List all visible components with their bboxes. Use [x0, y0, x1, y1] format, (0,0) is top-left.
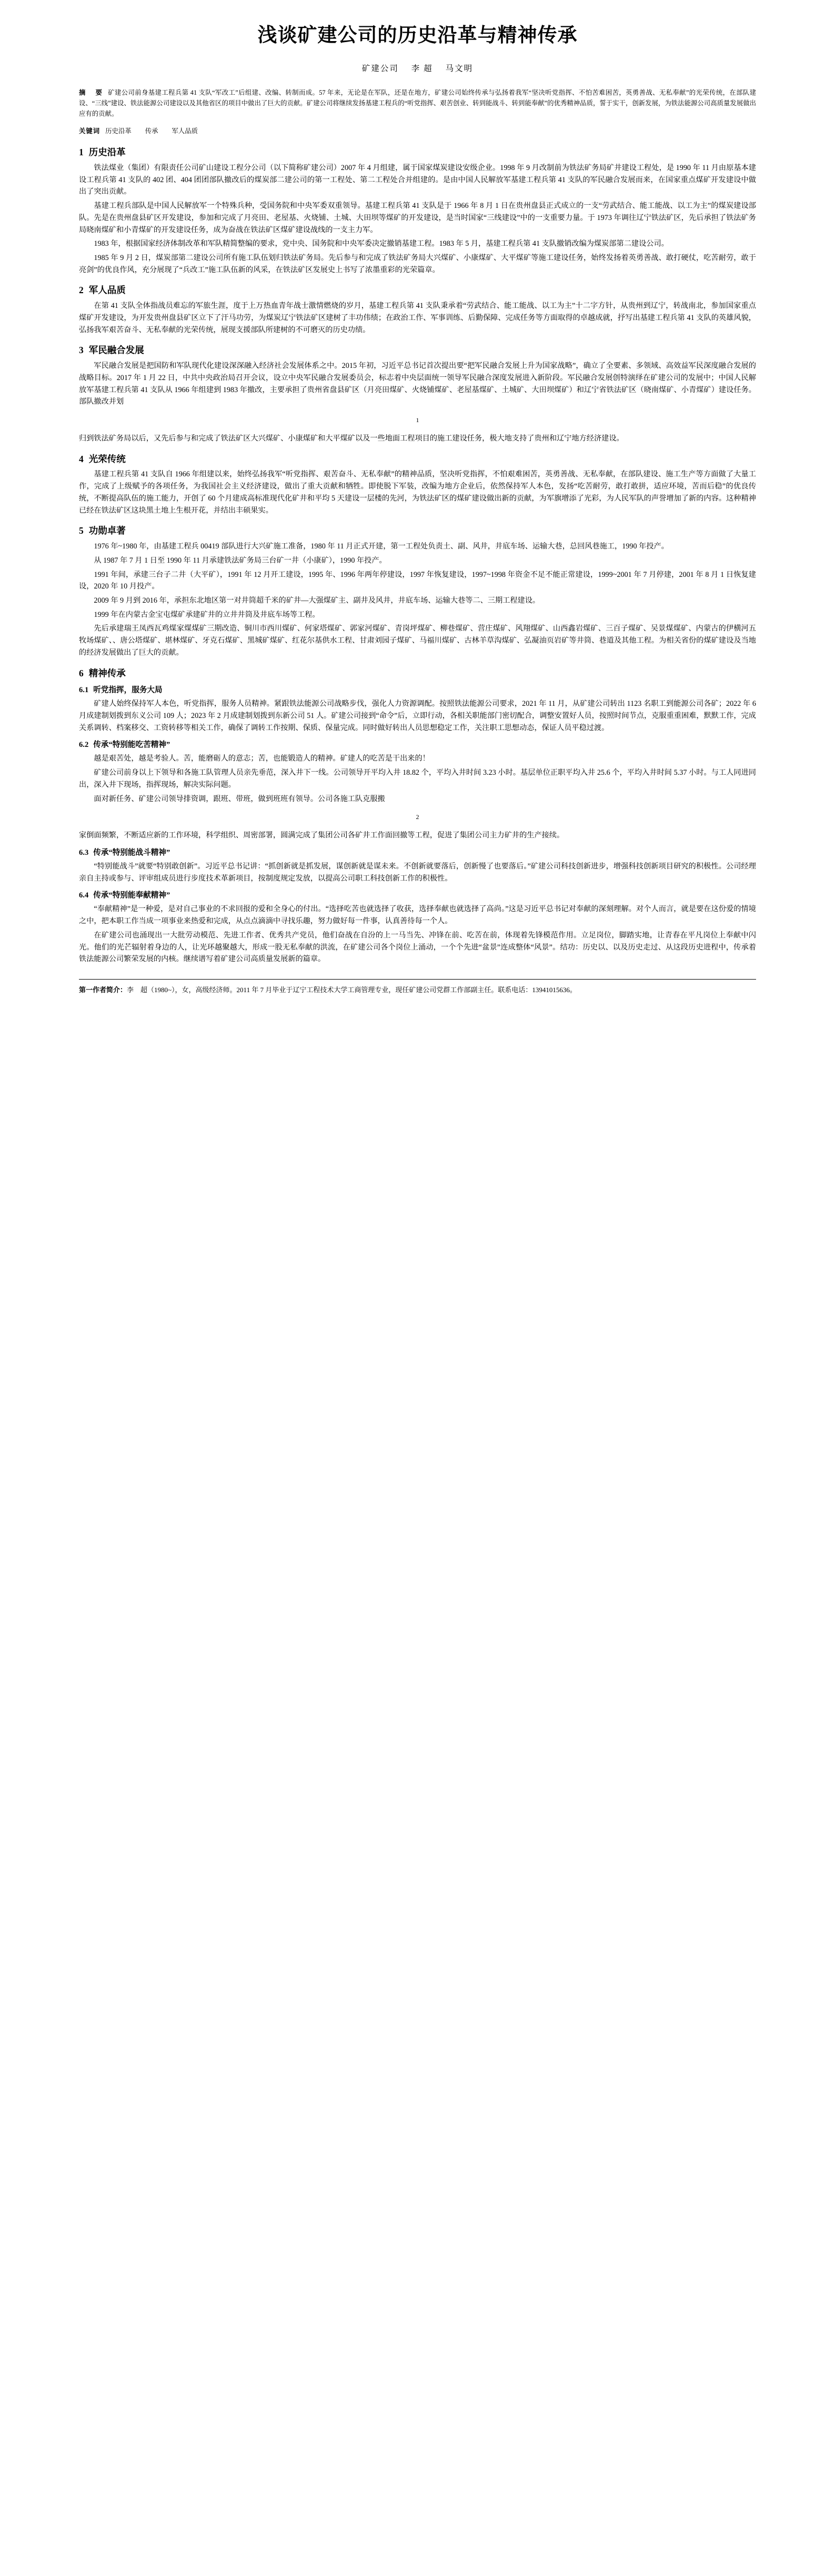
abstract [79, 87, 756, 119]
author-name-1: 李 超 [411, 64, 433, 74]
section-title-5: 功勋卓著 [88, 525, 126, 536]
section-title-2: 军人品质 [88, 285, 126, 296]
author-line [79, 62, 756, 74]
keywords [79, 126, 756, 137]
subsection-heading-6-4 [79, 891, 756, 901]
section-title-1: 历史沿革 [88, 147, 126, 158]
keyword-2: 传承 [145, 127, 158, 135]
section-heading-3 [79, 344, 756, 356]
footnote-text: 李 超（1980~），女，高级经济师。2011 年 7 月毕业于辽宁工程技术大学工商管理专业，现任矿建公司党群工作部副主任。联系电话：13941015636。 [127, 985, 577, 994]
paragraph: 基建工程兵部队是中国人民解放军一个特殊兵种，受国务院和中央军委双重领导。基建工程兵第 41 支队是于 1966 年 8 月 1 日在贵州盘县正式成立的一支“劳武结合、能工能战、以工为主”的煤炭建设部队。先是在贵州盘县矿区开发建设，参加和完成了月亮田、老屋基、火烧铺、土城、大田坝等煤矿的开发建设，是当时国家“三线建设”中的一支重要力量。于 1973 年调往辽宁铁法矿区，先后承担了铁法矿务局晓南煤矿和小青煤矿的开发建设任务，成为奋战在铁法矿区煤矿建设战线的一支主力军。 [79, 202, 756, 234]
page-number-1: 1 [416, 416, 419, 424]
section-title-4: 光荣传统 [88, 453, 126, 464]
paragraph: 1976 年~1980 年，由基建工程兵 00419 部队进行大兴矿施工准备，1980 年 11 月正式开建，第一工程处负责土、副、风井，井底车场、运输大巷，总回风巷施工，1990 年投产。 [94, 542, 669, 551]
section-heading-1 [79, 146, 756, 158]
paragraph: 1991 年间，承建三台子二井（大平矿），1991 年 12 月开工建设，1995 年、1996 年两年停建设，1997 年恢复建设，1997~1998 年资金不足不能正常建设，1999~2001 年 7 月停建，2001 年 8 月 1 日恢复建设，2020 年 10 月投产。 [79, 570, 756, 591]
subsection-title-6-4: 传承“特别能奉献精神” [93, 891, 170, 900]
section-number-4: 4 [79, 453, 84, 464]
paragraph: 家倒面频繁，不断适应新的工作环境，科学组织、周密部署，圆满完成了集团公司各矿井工作面回撤等工程，促进了集团公司主力矿井的生产接续。 [79, 831, 565, 840]
paragraph: 先后承建瑞王凤西瓦鸡煤家煤煤矿三期改造、铜川市西川煤矿、何家塔煤矿、郭家河煤矿、青岗坪煤矿、柳巷煤矿、营庄煤矿、风翔煤矿、山西鑫岩煤矿、三百子煤矿、吴景煤煤矿、内蒙古的伊横河五牧场煤矿、、唐公塔煤矿、堪林煤矿、牙克石煤矿、黑城矿煤矿、红花尔基供水工程、甘肃刘园子煤矿、马福川煤矿、古林羊草沟煤矿、弘凝油页岩矿等井筒、巷道及其他工程。为相关省份的煤矿建设及当地的经济发展做出了巨大的贡献。 [79, 624, 756, 657]
keyword-1: 历史沿革 [105, 127, 132, 135]
subsection-number-6-2: 6.2 [79, 741, 89, 750]
paragraph: 矿建公司前身以上下领导和各施工队管理人员亲先垂范，深入井下一线。公司领导开平均入井 18.82 个，平均入井时间 3.23 小时。基层单位正职平均入井 25.6 个，平均入井时间 5.37 小时。与工人同进同出，深入井下现场，指挥现场，解决实际问题。 [79, 768, 756, 789]
keywords-items [105, 127, 212, 135]
paragraph: 越是艰苦处，越是考验人。苦，能磨砺人的意志；苦，也能锻造人的精神。矿建人的吃苦是干出来的！ [94, 754, 430, 763]
section-number-3: 3 [79, 345, 84, 356]
footnote [79, 984, 756, 995]
section-number-6: 6 [79, 667, 84, 678]
section-heading-4 [79, 453, 756, 465]
subsection-number-6-3: 6.3 [79, 848, 89, 857]
paragraph: 铁法煤业（集团）有限责任公司矿山建设工程分公司（以下简称矿建公司）2007 年 4 月组建，属于国家煤炭建设安级企业。1998 年 9 月改制前为铁法矿务局矿井建设工程处，是 1990 年 11 月由原基本建设工程兵第 41 支队的 402 团、404 团团部队撤改后的煤炭部二建公司的第一工程处、第二工程处合并组建的。是由中国人民解放军基建工程兵第 41 支队的军民融合发展而来，在国家重点煤矿开发建设中做出了突出贡献。 [79, 163, 756, 196]
paragraph: 1985 年 9 月 2 日，煤炭部第二建设公司所有施工队伍划归铁法矿务局。先后参与和完成了铁法矿务局大兴煤矿、小康煤矿、大平煤矿等施工建设任务，始终发扬着英勇善战、敢打硬仗，吃苦耐劳，敢于亮剑”的优良作风，充分展现了“兵改工”施工队伍新的风采，在铁法矿区发展史上书写了浓墨重彩的光荣篇章。 [79, 254, 756, 274]
paragraph: 军民融合发展是把国防和军队现代化建设深深融入经济社会发展体系之中。2015 年初，习近平总书记首次提出要“把军民融合发展上升为国家战略”，确立了全要素、多领域、高效益军民深度融合发展的战略目标。2017 年 1 月 22 日，中共中央政治局召开会议，设立中央军民融合发展委员会，标志着中央层面统一领导军民融合深度发展进入新阶段。军民融合发展创特演绎在矿建公司的发展中；中国人民解放军基建工程兵第 41 支队从 1966 年组建到 1983 年撤改，主要承担了贵州省盘县矿区（月亮田煤矿、火烧铺煤矿、老屋基煤矿、土城矿、大田坝煤矿）和辽宁省铁法矿区（晓南煤矿、小青煤矿）建设任务。部队撤改并划 [79, 362, 756, 406]
paragraph: 矿建人始终保持军人本色，听党指挥，服务人员精神。紧跟铁法能源公司战略步伐，强化人力资源调配。按照铁法能源公司要求，2021 年 11 月，从矿建公司转出 1123 名职工到能源公司各矿；2022 年 6 月成建制划拨到东义公司 109 人；2023 年 2 月成建制划拨到东新公司 51 人。矿建公司接到“命令”后，立即行动，各相关职能部门密切配合，调整安置好人员，按照时间节点，克服重重困难，默默工作，完成关系调转、档案移交、工资转移等相关工作，确保了调转工作按期、保质、保量完成。同时做好转出人员思想稳定工作，关注职工思想动态，保证人员平稳过渡。 [79, 700, 756, 732]
subsection-number-6-4: 6.4 [79, 891, 89, 900]
paragraph: 归到铁法矿务局以后，又先后参与和完成了铁法矿区大兴煤矿、小康煤矿和大平煤矿以及一些地面工程项目的施工建设任务，极大地支持了贵州和辽宁地方经济建设。 [79, 434, 624, 443]
page-title: 浅谈矿建公司的历史沿革与精神传承 [257, 25, 578, 46]
section-title-3: 军民融合发展 [88, 345, 144, 356]
subsection-title-6-1: 听党指挥，服务大局 [93, 686, 163, 695]
subsection-heading-6-3 [79, 848, 756, 858]
keyword-3: 军人品质 [172, 127, 198, 135]
section-number-5: 5 [79, 525, 84, 536]
abstract-text: 矿建公司前身基建工程兵第 41 支队“军改工”后组建、改编、转制而成。57 年来，无论是在军队，还是在地方，矿建公司始终传承与弘扬着我军“坚决听党指挥、不怕苦难困苦，英勇善战、无私奉献”的光荣传统，在部队建设、“三线”建设、铁法能源公司建设以及其他省区的项目中做出了巨大的贡献。矿建公司将继续发扬基建工程兵的“听党指挥、艰苦创业、转到能战斗、转到能奉献”的优秀精神品质，誓于实干，创新发展，为铁法能源公司高质量发展做出应有的贡献。 [79, 89, 756, 118]
subsection-number-6-1: 6.1 [79, 686, 89, 695]
section-heading-5 [79, 525, 756, 537]
section-number-2: 2 [79, 285, 84, 296]
section-heading-6 [79, 667, 756, 680]
subsection-title-6-3: 传承“特别能战斗精神” [93, 848, 170, 857]
paragraph: 面对新任务、矿建公司领导排资调，跟班、带班，做到班班有领导。公司各施工队克服搬 [94, 794, 385, 803]
paragraph: 1983 年，根据国家经济体制改革和军队精简整编的要求，党中央、国务院和中央军委决定撤销基建工程。1983 年 5 月，基建工程兵第 41 支队撤销改编为煤炭部第二建设公司。 [94, 239, 669, 248]
paragraph: “奉献精神”是一种爱，是对自己事业的不求回报的爱和全身心的付出。“选择吃苦也就选择了收获，选择奉献也就选择了高尚。”这是习近平总书记对奉献的深刻理解。对个人而言，就是要在这份爱的情境之中，把本职工作当成一项事业来热爱和完成，从点点滴滴中寻找乐趣，努力做好每一件事，认真善待每一个人。 [79, 905, 756, 926]
document-page [0, 0, 835, 1016]
paragraph: 基建工程兵第 41 支队自 1966 年组建以来，始终弘扬我军“听党指挥、艰苦奋斗、无私奉献”的精神品质，坚决听党指挥，不怕艰难困苦，英勇善战、无私奉献，在部队建设、施工生产等方面做了大量工作，完成了上级赋予的各项任务，为我国社会主义经济建设，做出了重大贡献和牺牲。即使脱下军装，改编为地方企业后，依然保持军人本色，发扬“吃苦耐劳，敢打敢拼，适应环境，苦而后稳”的优良传统，不断提高队伍的施工能力，开创了 60 个月建成高标准现代化矿井和平均 5 天建设一层楼的先河，为铁法矿区的煤矿建设做出新的贡献，为军旗增添了光彩，为人民军队的声誉增加了新的内容。这种精神已经在铁法矿区这块黑土地上生根开花，并结出丰硕果实。 [79, 470, 756, 515]
subsection-heading-6-2 [79, 740, 756, 750]
page-number-2: 2 [416, 813, 419, 821]
paragraph: 1999 年在内蒙古金宝屯煤矿承建矿井的立井井筒及井底车场等工程。 [94, 610, 320, 619]
paragraph: 在矿建公司也涌现出一大批劳动模范、先进工作者、优秀共产党员，他们奋战在自汾的上一马当先、冲锋在前、吃苦在前，体现着先锋模范作用。立足岗位，脚踏实地，让青春在平凡岗位上奉献中闪光。他们的光芒辐射着身边的人，让光环越聚越大，形成一股无私奉献的洪流，在矿建公司各个岗位上涌动，一个个先进“盆景”连成整体“风景”。结功：历史以、以及历史走过、从这段历史进程中，传承着铁法能源公司繁荣发展的内核。继续谱写着矿建公司高质量发展新的篇章。 [79, 931, 756, 964]
paragraph: 从 1987 年 7 月 1 日至 1990 年 11 月承建铁法矿务局三台矿一井（小康矿），1990 年投产。 [94, 556, 387, 565]
paragraph: “特别能战斗”就要“特别敢创新”。习近平总书记讲：“抓创新就是抓发展，谋创新就是谋未来。不创新就要落后，创新慢了也要落后。”矿建公司科技创新进步，增强科技创新项目研究的积极性。公司经理亲自主持或参与、评审组成员进行步度技术革新项目，按制度规定发放，以提高公司职工科技创新工作的积极性。 [79, 862, 756, 883]
section-number-1: 1 [79, 147, 84, 158]
section-heading-2 [79, 284, 756, 296]
footnote-label: 第一作者简介： [79, 985, 127, 994]
subsection-heading-6-1 [79, 685, 756, 695]
paragraph: 2009 年 9 月到 2016 年，承担东北地区第一对井筒超千米的矿井—大强煤矿主、副井及风井，井底车场、运输大巷等二、三期工程建设。 [94, 596, 540, 605]
author-affiliation: 矿建公司 [361, 64, 399, 74]
keywords-label: 关键词 [79, 127, 100, 135]
abstract-label: 摘 要 [79, 89, 104, 97]
paragraph: 在第 41 支队全体指战员难忘的军旅生涯，度于上万热血青年战士激情燃烧的岁月，基建工程兵第 41 支队秉承着“劳武结合、能工能战、以工为主”十二字方针，从贵州到辽宁，转战南北，参加国家重点煤矿开发建设，为开发贵州盘县矿区立下了汗马功劳，为煤炭辽宁铁法矿区建树了丰功伟绩；在政治工作、军事训练、后勤保障、完成任务等方面取得的卓越成就，抒写出基建工程兵第 41 支队的英雄风貌，弘扬我军艰苦奋斗、无私奉献的光荣传统，展现支援部队所建树的不可磨灭的历史功绩。 [79, 302, 756, 334]
author-name-2: 马文明 [445, 64, 474, 74]
section-title-6: 精神传承 [88, 667, 126, 678]
subsection-title-6-2: 传承“特别能吃苦精神” [93, 741, 170, 750]
footnote-divider [79, 979, 756, 980]
